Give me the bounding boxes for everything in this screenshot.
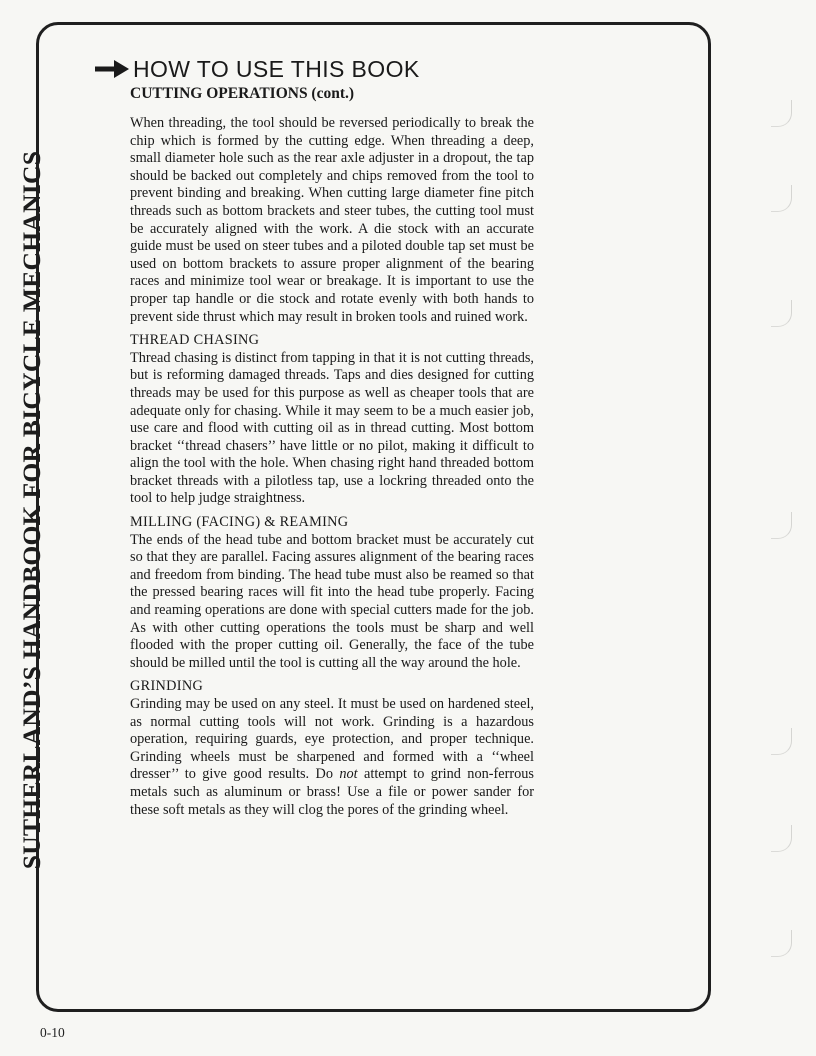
milling-paragraph: The ends of the head tube and bottom bracket must be accurately cut so that they are parallel. Facing assures alignment of the bearing races and freedom from binding. The head tube must also be reamed so that the pressed bearing races will fit into the head tube properly. Facing and reaming operations are done with special cutters made for the job. As with other cutting operations the tools must be sharp and well flooded with the proper cutting oil. Generally, the face of the tube should be milled until the tool is cutting all the way around the hole. — [130, 531, 534, 671]
binder-hole — [771, 728, 792, 755]
body-text — [130, 115, 534, 819]
section-title: HOW TO USE THIS BOOK — [133, 55, 420, 82]
grinding-text-before: Grinding may be used on any steel. It must be used on hardened steel, as normal cutting tools will not work. Grinding is a hazardous operation, requiring guards, eye protection, and proper technique. Grinding wheels must be sharpened and formed with a ‘‘wheel dresser’’ to give good results. Do — [130, 696, 534, 783]
right-arrow-icon — [94, 58, 130, 80]
binder-hole — [771, 930, 792, 957]
grinding-emphasis: not — [339, 766, 358, 783]
page-number: 0-10 — [40, 1025, 65, 1040]
grinding-text-after: attempt to grind non-ferrous metals such as aluminum or brass! Use a file or power sander for these soft metals as they will clog the pores of the grinding wheel. — [130, 766, 534, 818]
binder-hole — [771, 185, 792, 212]
thread-chasing-heading: THREAD CHASING — [130, 332, 260, 349]
grinding-paragraph — [130, 696, 534, 819]
spine-title: SUTHERLAND’S HANDBOOK FOR BICYCLE MECHANICS — [17, 150, 46, 870]
page-content — [94, 54, 534, 825]
grinding-heading: GRINDING — [130, 678, 204, 695]
thread-chasing-paragraph: Thread chasing is distinct from tapping in that it is not cutting threads, but is reforming damaged threads. Taps and dies designed for cutting threads may be used for this purpose as well as cheaper tools that are adequate only for chasing. While it may seem to be a much easier job, use care and flood with cutting oil as in thread cutting. Most bottom bracket ‘‘thread chasers’’ have little or no pilot, making it difficult to align the tool with the hole. When chasing right hand threaded bottom bracket threads with a pilotless tap, use a lockring threaded onto the tool to help judge straightness. — [130, 349, 534, 507]
subsection-title: CUTTING OPERATIONS (cont.) — [130, 85, 355, 102]
binder-hole — [771, 100, 792, 127]
spine-area — [0, 0, 80, 1056]
milling-heading: MILLING (FACING) & REAMING — [130, 514, 349, 531]
section-header — [94, 54, 534, 84]
binder-hole — [771, 512, 792, 539]
binder-hole — [771, 300, 792, 327]
intro-paragraph: When threading, the tool should be reversed periodically to break the chip which is formed by the cutting edge. When threading a deep, small diameter hole such as the rear axle adjuster in a dropout, the tap should be backed out completely and chips removed from the tool to prevent binding and breaking. When cutting large diameter fine pitch threads such as bottom brackets and steer tubes, the cutting tool must be accurately aligned with the work. A die stock with an accurate guide must be used on steer tubes and a piloted double tap set must be used on bottom brackets to assure proper alignment of the bearing races and minimize tool wear or breakage. It is important to use the proper tap handle or die stock and rotate evenly with both hands to prevent side thrust which may result in broken tools and ruined work. — [130, 115, 534, 325]
binder-hole — [771, 825, 792, 852]
